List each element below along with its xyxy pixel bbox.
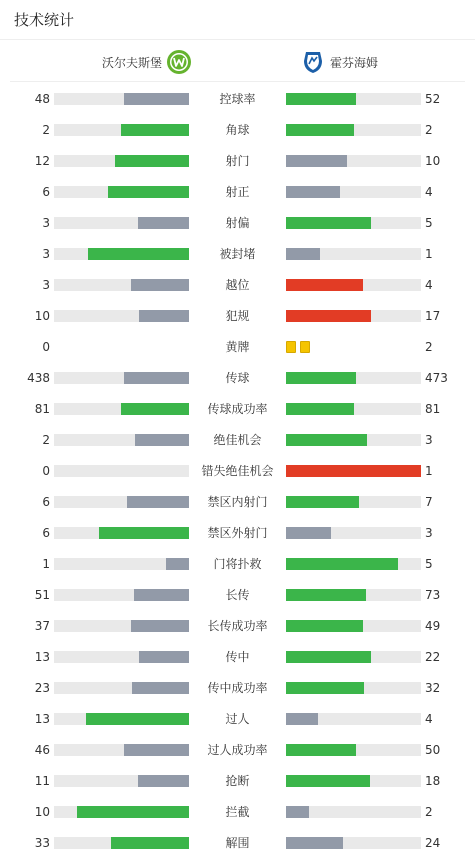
home-value: 13 — [34, 712, 50, 726]
away-bar-track — [286, 403, 421, 415]
home-bar-fill — [139, 310, 189, 322]
home-value: 6 — [42, 495, 50, 509]
away-bar-track — [286, 434, 421, 446]
home-value: 6 — [42, 185, 50, 199]
away-value: 49 — [425, 619, 441, 633]
away-bar-track — [286, 310, 421, 322]
away-bar-fill — [286, 558, 398, 570]
home-bar-track — [54, 217, 189, 229]
stat-row — [0, 549, 475, 580]
home-bar-track — [54, 589, 189, 601]
home-value: 438 — [27, 371, 50, 385]
away-value: 4 — [425, 278, 433, 292]
away-bar-track — [286, 465, 421, 477]
stat-row — [0, 301, 475, 332]
away-value: 73 — [425, 588, 441, 602]
home-bar-track — [54, 682, 189, 694]
home-value: 10 — [34, 309, 50, 323]
stat-row — [0, 487, 475, 518]
home-value: 12 — [34, 154, 50, 168]
away-value: 18 — [425, 774, 441, 788]
home-value: 48 — [34, 92, 50, 106]
stat-row — [0, 115, 475, 146]
home-bar-fill — [124, 93, 189, 105]
stat-label: 错失绝佳机会 — [201, 464, 274, 478]
stat-label: 过人 — [225, 712, 250, 726]
home-value: 13 — [34, 650, 50, 664]
home-bar-track — [54, 713, 189, 725]
away-value: 1 — [425, 247, 433, 261]
away-bar-fill — [286, 775, 370, 787]
home-bar-fill — [77, 806, 189, 818]
stat-row — [0, 239, 475, 270]
home-value: 51 — [34, 588, 50, 602]
away-value: 2 — [425, 340, 433, 354]
stat-label: 门将扑救 — [213, 557, 262, 571]
stat-row — [0, 580, 475, 611]
stat-row — [0, 146, 475, 177]
away-bar-fill — [286, 837, 343, 849]
stat-label: 黄牌 — [225, 340, 250, 354]
stat-row — [0, 735, 475, 766]
away-bar-fill — [286, 527, 331, 539]
away-bar-track — [286, 527, 421, 539]
home-bar-track — [54, 744, 189, 756]
stat-label: 绝佳机会 — [213, 433, 262, 447]
home-bar-track — [54, 434, 189, 446]
home-bar-fill — [132, 682, 189, 694]
yellow-card-icon — [300, 341, 310, 353]
stat-row — [0, 642, 475, 673]
away-bar-fill — [286, 744, 356, 756]
away-bar-fill — [286, 620, 363, 632]
stat-row — [0, 270, 475, 301]
home-bar-fill — [138, 217, 189, 229]
home-bar-track — [54, 248, 189, 260]
home-value: 33 — [34, 836, 50, 850]
away-bar-fill — [286, 217, 371, 229]
away-value: 2 — [425, 805, 433, 819]
stat-label: 传球 — [225, 371, 250, 385]
home-value: 2 — [42, 433, 50, 447]
home-bar-track — [54, 186, 189, 198]
away-team[interactable] — [300, 49, 378, 75]
away-bar-fill — [286, 465, 421, 477]
stat-row — [0, 766, 475, 797]
home-value: 37 — [34, 619, 50, 633]
stat-row — [0, 518, 475, 549]
home-value: 23 — [34, 681, 50, 695]
stat-row — [0, 394, 475, 425]
home-bar-fill — [139, 651, 189, 663]
home-bar-fill — [121, 403, 189, 415]
away-bar-fill — [286, 279, 363, 291]
home-bar-fill — [134, 589, 189, 601]
away-value: 3 — [425, 526, 433, 540]
home-bar-track — [54, 806, 189, 818]
home-value: 46 — [34, 743, 50, 757]
away-value: 1 — [425, 464, 433, 478]
away-value: 4 — [425, 185, 433, 199]
away-bar-track — [286, 837, 421, 849]
away-value: 3 — [425, 433, 433, 447]
yellow-card-icon — [286, 341, 296, 353]
page-title: 技术统计 — [14, 11, 75, 29]
stat-row — [0, 363, 475, 394]
home-bar-track — [54, 558, 189, 570]
away-bar-track — [286, 620, 421, 632]
away-bar-track — [286, 589, 421, 601]
stat-label: 传中 — [225, 650, 250, 664]
away-bar-fill — [286, 806, 309, 818]
away-value: 24 — [425, 836, 441, 850]
away-value: 473 — [425, 371, 448, 385]
away-bar-fill — [286, 713, 318, 725]
away-value: 50 — [425, 743, 441, 757]
stat-label: 解围 — [225, 836, 250, 850]
away-value: 2 — [425, 123, 433, 137]
home-bar-fill — [115, 155, 189, 167]
teams-bar — [10, 40, 465, 82]
away-bar-fill — [286, 372, 356, 384]
home-bar-fill — [124, 744, 189, 756]
stat-row — [0, 797, 475, 828]
away-value: 52 — [425, 92, 441, 106]
home-bar-track — [54, 496, 189, 508]
stat-label: 拦截 — [225, 805, 250, 819]
home-bar-track — [54, 837, 189, 849]
stat-row — [0, 673, 475, 704]
stats-header — [0, 0, 475, 40]
home-bar-fill — [131, 279, 189, 291]
home-bar-track — [54, 465, 189, 477]
stat-label: 射偏 — [225, 216, 250, 230]
home-bar-fill — [99, 527, 189, 539]
home-value: 2 — [42, 123, 50, 137]
away-value: 5 — [425, 216, 433, 230]
away-bar-track — [286, 372, 421, 384]
home-bar-fill — [124, 372, 189, 384]
stat-label: 长传 — [225, 588, 250, 602]
home-bar-track — [54, 527, 189, 539]
away-bar-fill — [286, 248, 320, 260]
home-bar-fill — [135, 434, 189, 446]
hoffenheim-logo-icon — [300, 49, 326, 75]
stat-label: 禁区外射门 — [207, 526, 268, 540]
stat-row — [0, 611, 475, 642]
away-bar-fill — [286, 124, 354, 136]
home-bar-track — [54, 310, 189, 322]
home-bar-fill — [108, 186, 189, 198]
away-value: 10 — [425, 154, 441, 168]
home-bar-fill — [86, 713, 189, 725]
stat-row — [0, 828, 475, 859]
home-bar-track — [54, 620, 189, 632]
stat-label: 过人成功率 — [207, 743, 268, 757]
away-bar-track — [286, 186, 421, 198]
stat-row — [0, 208, 475, 239]
away-bar-fill — [286, 310, 371, 322]
away-bar-fill — [286, 496, 359, 508]
stat-label: 传中成功率 — [207, 681, 268, 695]
stat-row — [0, 177, 475, 208]
away-bar-fill — [286, 434, 367, 446]
home-bar-fill — [166, 558, 189, 570]
wolfsburg-logo-icon — [166, 49, 192, 75]
stat-label: 角球 — [225, 123, 250, 137]
stat-label: 抢断 — [225, 774, 250, 788]
away-team-name: 霍芬海姆 — [330, 55, 379, 70]
away-bar-fill — [286, 403, 354, 415]
away-bar-track — [286, 279, 421, 291]
home-bar-fill — [131, 620, 189, 632]
away-bar-track — [286, 682, 421, 694]
away-value: 17 — [425, 309, 441, 323]
home-bar-track — [54, 372, 189, 384]
away-bar-track — [286, 248, 421, 260]
away-value: 5 — [425, 557, 433, 571]
away-bar-fill — [286, 93, 356, 105]
away-value: 7 — [425, 495, 433, 509]
stat-label: 射门 — [225, 154, 250, 168]
stat-label: 越位 — [225, 278, 250, 292]
home-bar-fill — [121, 124, 189, 136]
stat-label: 犯规 — [225, 309, 250, 323]
yellow-cards — [286, 341, 310, 353]
stat-row — [0, 332, 475, 363]
away-bar-track — [286, 558, 421, 570]
home-value: 3 — [42, 247, 50, 261]
away-bar-track — [286, 217, 421, 229]
away-value: 22 — [425, 650, 441, 664]
away-value: 81 — [425, 402, 441, 416]
stat-row — [0, 425, 475, 456]
away-bar-fill — [286, 155, 347, 167]
away-bar-track — [286, 496, 421, 508]
away-value: 32 — [425, 681, 441, 695]
away-bar-track — [286, 651, 421, 663]
stat-label: 长传成功率 — [207, 619, 268, 633]
stat-row — [0, 84, 475, 115]
home-team-name: 沃尔夫斯堡 — [102, 55, 163, 70]
away-bar-track — [286, 744, 421, 756]
home-bar-track — [54, 124, 189, 136]
away-bar-track — [286, 124, 421, 136]
home-bar-track — [54, 651, 189, 663]
home-bar-track — [54, 93, 189, 105]
home-bar-track — [54, 279, 189, 291]
stat-row — [0, 456, 475, 487]
home-bar-fill — [138, 775, 189, 787]
home-bar-fill — [111, 837, 189, 849]
home-value: 3 — [42, 216, 50, 230]
home-bar-track — [54, 155, 189, 167]
home-value: 11 — [34, 774, 50, 788]
home-bar-track — [54, 403, 189, 415]
home-bar-fill — [88, 248, 189, 260]
away-bar-track — [286, 775, 421, 787]
stat-label: 射正 — [225, 185, 250, 199]
away-bar-track — [286, 806, 421, 818]
home-value: 3 — [42, 278, 50, 292]
stat-row — [0, 704, 475, 735]
stat-label: 禁区内射门 — [207, 495, 268, 509]
away-bar-track — [286, 155, 421, 167]
stat-label: 被封堵 — [219, 247, 256, 261]
home-value: 0 — [42, 340, 50, 354]
home-team[interactable] — [102, 49, 192, 75]
home-bar-track — [54, 775, 189, 787]
away-bar-fill — [286, 589, 366, 601]
home-value: 10 — [34, 805, 50, 819]
home-value: 1 — [42, 557, 50, 571]
away-bar-track — [286, 713, 421, 725]
home-value: 6 — [42, 526, 50, 540]
home-value: 0 — [42, 464, 50, 478]
home-value: 81 — [34, 402, 50, 416]
stat-label: 控球率 — [219, 92, 256, 106]
away-value: 4 — [425, 712, 433, 726]
stat-label: 传球成功率 — [207, 402, 268, 416]
away-bar-fill — [286, 682, 364, 694]
away-bar-track — [286, 93, 421, 105]
away-bar-fill — [286, 186, 340, 198]
away-bar-fill — [286, 651, 371, 663]
home-bar-fill — [127, 496, 189, 508]
